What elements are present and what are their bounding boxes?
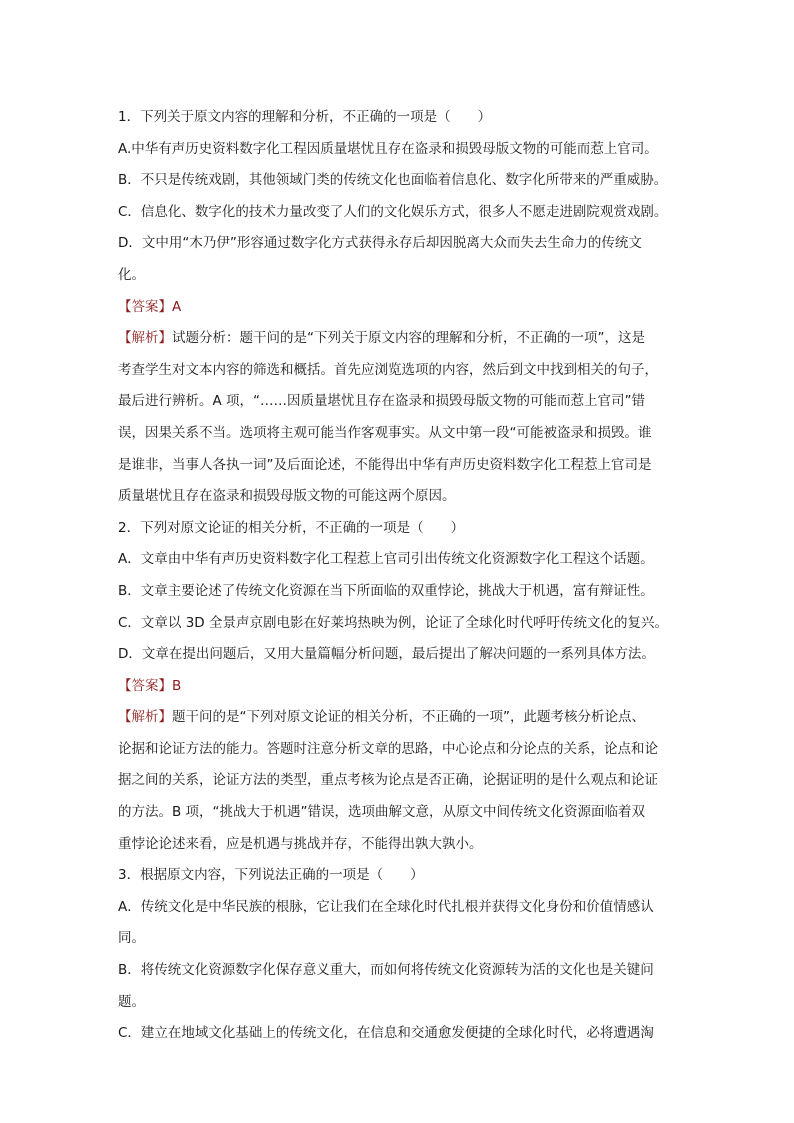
answer-label: 【答案】 bbox=[118, 298, 172, 315]
text-line: 化。 bbox=[118, 266, 145, 283]
answer-line bbox=[118, 323, 680, 355]
text-line: 同。 bbox=[118, 930, 145, 947]
answer-label: 【答案】 bbox=[118, 677, 172, 694]
document-page bbox=[118, 102, 680, 1050]
text-line: C．文章以 3D 全景声京剧电影在好莱坞热映为例，论证了全球化时代呼吁传统文化的复兴。 bbox=[118, 614, 668, 631]
text-line: 据之间的关系，论证方法的类型，重点考核为论点是否正确，论据证明的是什么观点和论证 bbox=[118, 772, 658, 789]
answer-text: A bbox=[172, 298, 182, 315]
text-line: 论据和论证方法的能力。答题时注意分析文章的思路，中心论点和分论点的关系，论点和论 bbox=[118, 740, 658, 757]
text-line: B．将传统文化资源数字化保存意义重大，而如何将传统文化资源转为活的文化也是关键问 bbox=[118, 962, 654, 979]
text-line: D．文章在提出问题后，又用大量篇幅分析问题，最后提出了解决问题的一系列具体方法。 bbox=[118, 646, 655, 663]
answer-label: 【解析】 bbox=[118, 709, 172, 726]
text-line: 考查学生对文本内容的筛选和概括。首先应浏览选项的内容，然后到文中找到相关的句子， bbox=[118, 361, 658, 378]
text-line: 2．下列对原文论证的相关分析，不正确的一项是（ ） bbox=[118, 519, 465, 536]
answer-line bbox=[118, 702, 680, 734]
text-line: B．不只是传统戏剧，其他领域门类的传统文化也面临着信息化、数字化所带来的严重威胁。 bbox=[118, 172, 668, 189]
answer-line bbox=[118, 671, 680, 703]
text-line: 最后进行辨析。A 项，“……因质量堪忧且存在盗录和损毁母版文物的可能而惹上官司”错 bbox=[118, 393, 646, 410]
answer-line bbox=[118, 292, 680, 324]
text-line: C．信息化、数字化的技术力量改变了人们的文化娱乐方式，很多人不愿走进剧院观赏戏剧。 bbox=[118, 203, 668, 220]
text-line: 的方法。B 项，“挑战大于机遇”错误，选项曲解文意，从原文中间传统文化资源面临着双 bbox=[118, 804, 646, 821]
text-line: C．建立在地域文化基础上的传统文化，在信息和交通愈发便捷的全球化时代，必将遭遇淘 bbox=[118, 1025, 654, 1042]
text-line: 1．下列关于原文内容的理解和分析，不正确的一项是（ ） bbox=[118, 109, 492, 125]
text-line: 质量堪忧且存在盗录和损毁母版文物的可能这两个原因。 bbox=[118, 488, 456, 505]
text-line: 是谁非，当事人各执一词”及后面论述，不能得出中华有声历史资料数字化工程惹上官司是 bbox=[118, 456, 652, 473]
text-line: D．文中用“木乃伊”形容通过数字化方式获得永存后却因脱离大众而失去生命力的传统文 bbox=[118, 235, 642, 252]
text-line: A．传统文化是中华民族的根脉，它让我们在全球化时代扎根并获得文化身份和价值情感认 bbox=[118, 898, 654, 915]
text-line: 3．根据原文内容，下列说法正确的一项是（ ） bbox=[118, 867, 424, 884]
answer-text: 试题分析：题干问的是“下列关于原文内容的理解和分析，不正确的一项”，这是 bbox=[172, 330, 645, 347]
answer-text: 题干问的是“下列对原文论证的相关分析，不正确的一项”，此题考核分析论点、 bbox=[172, 709, 645, 726]
text-line: 题。 bbox=[118, 993, 145, 1010]
text-line: A．文章由中华有声历史资料数字化工程惹上官司引出传统文化资源数字化工程这个话题。 bbox=[118, 551, 654, 568]
text-line: 重悖论论述来看，应是机遇与挑战并存，不能得出孰大孰小。 bbox=[118, 835, 483, 852]
text-line: A.中华有声历史资料数字化工程因质量堪忧且存在盗录和损毁母版文物的可能而惹上官司。 bbox=[118, 140, 658, 157]
answer-label: 【解析】 bbox=[118, 330, 172, 347]
text-line: B．文章主要论述了传统文化资源在当下所面临的双重悖论，挑战大于机遇，富有辩证性。 bbox=[118, 582, 654, 599]
text-line: 误，因果关系不当。选项将主观可能当作客观事实。从文中第一段“可能被盗录和损毁。谁 bbox=[118, 424, 652, 441]
answer-text: B bbox=[172, 677, 182, 694]
